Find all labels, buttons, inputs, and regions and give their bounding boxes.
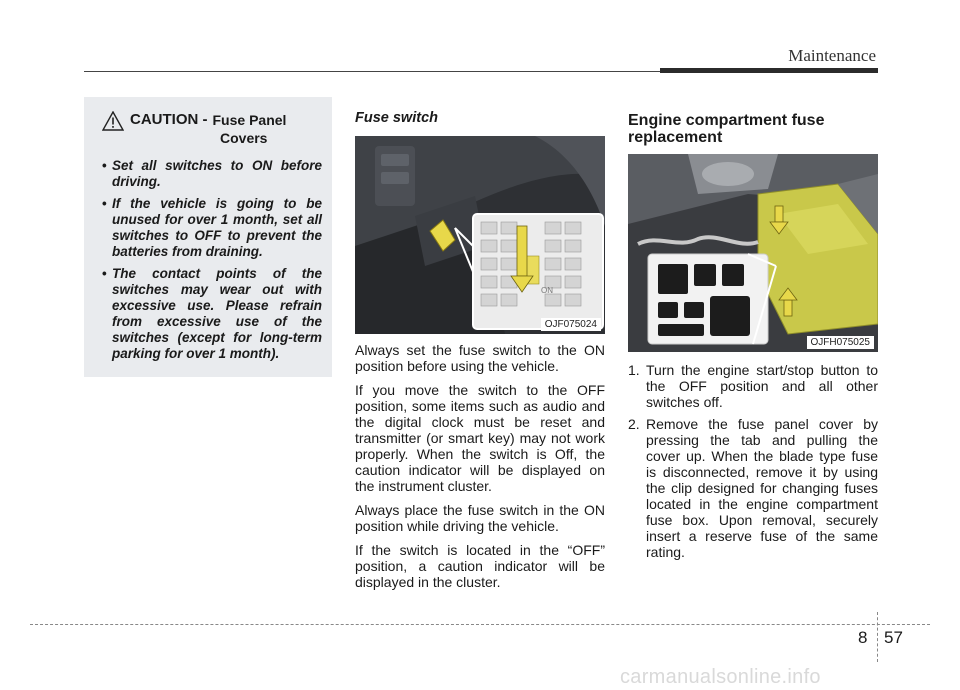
paragraph: Always place the fuse switch in the ON position while driving the vehicle. bbox=[355, 502, 605, 534]
engine-fuse-photo bbox=[628, 154, 878, 352]
paragraph: Always set the fuse switch to the ON position before using the vehicle. bbox=[355, 342, 605, 374]
on-label: ON bbox=[541, 286, 553, 295]
steps-list bbox=[628, 362, 878, 560]
engine-fuse-section bbox=[628, 112, 878, 566]
photo-code: OJFH075025 bbox=[807, 336, 874, 349]
header-rule bbox=[84, 71, 660, 72]
header-rule-accent bbox=[660, 68, 878, 73]
warning-triangle-icon bbox=[102, 111, 124, 131]
caution-item: • If the vehicle is going to be unused for over 1 month, set all switches to OFF to prevent the batteries from draining. bbox=[96, 196, 322, 260]
caution-list bbox=[96, 158, 322, 362]
page-number: 57 bbox=[884, 628, 903, 647]
caution-item: • Set all switches to ON before driving. bbox=[96, 158, 322, 190]
fuse-switch-heading: Fuse switch bbox=[355, 110, 438, 126]
step-item: 2. Remove the fuse panel cover by pressing the tab and pulling the cover up. When the blade type fuse is disconnected, remove it by using the clip designed for changing fuses located in the engine compartment fuse box. Upon removal, securely insert a reserve fuse of the same rating. bbox=[628, 416, 878, 560]
fuse-switch-photo bbox=[355, 136, 605, 334]
caution-title: Fuse Panel bbox=[212, 112, 287, 128]
paragraph: If you move the switch to the OFF position, some items such as audio and the digital clock must be reset and transmitter (or smart key) may not work properly. When the switch is Off, the caution indicator will be displayed on the instrument cluster. bbox=[355, 382, 605, 494]
chapter-number: 8 bbox=[858, 628, 868, 647]
fuse-switch-section bbox=[355, 110, 605, 590]
engine-fuse-heading: Engine compartment fuse replacement bbox=[628, 112, 825, 146]
watermark: carmanualsonline.info bbox=[620, 666, 821, 688]
engine-fuse-illustration bbox=[628, 154, 878, 352]
caution-item: • The contact points of the switches may wear out with excessive use. Please refrain from excessive use of the switches (except for long-term parking for over 1 month). bbox=[96, 266, 322, 362]
caution-heading bbox=[102, 111, 322, 131]
caution-box bbox=[84, 97, 332, 377]
photo-code: OJF075024 bbox=[541, 318, 601, 331]
caution-title-line2: Covers bbox=[220, 130, 268, 146]
step-item: 1. Turn the engine start/stop button to the OFF position and all other switches off. bbox=[628, 362, 878, 410]
paragraph: If the switch is located in the “OFF” position, a caution indicator will be displayed in the cluster. bbox=[355, 542, 605, 590]
footer-divider bbox=[877, 612, 878, 662]
section-title: Maintenance bbox=[788, 46, 876, 65]
caution-word: CAUTION - bbox=[130, 111, 208, 128]
fuse-switch-illustration bbox=[355, 136, 605, 334]
footer-rule bbox=[30, 624, 930, 625]
